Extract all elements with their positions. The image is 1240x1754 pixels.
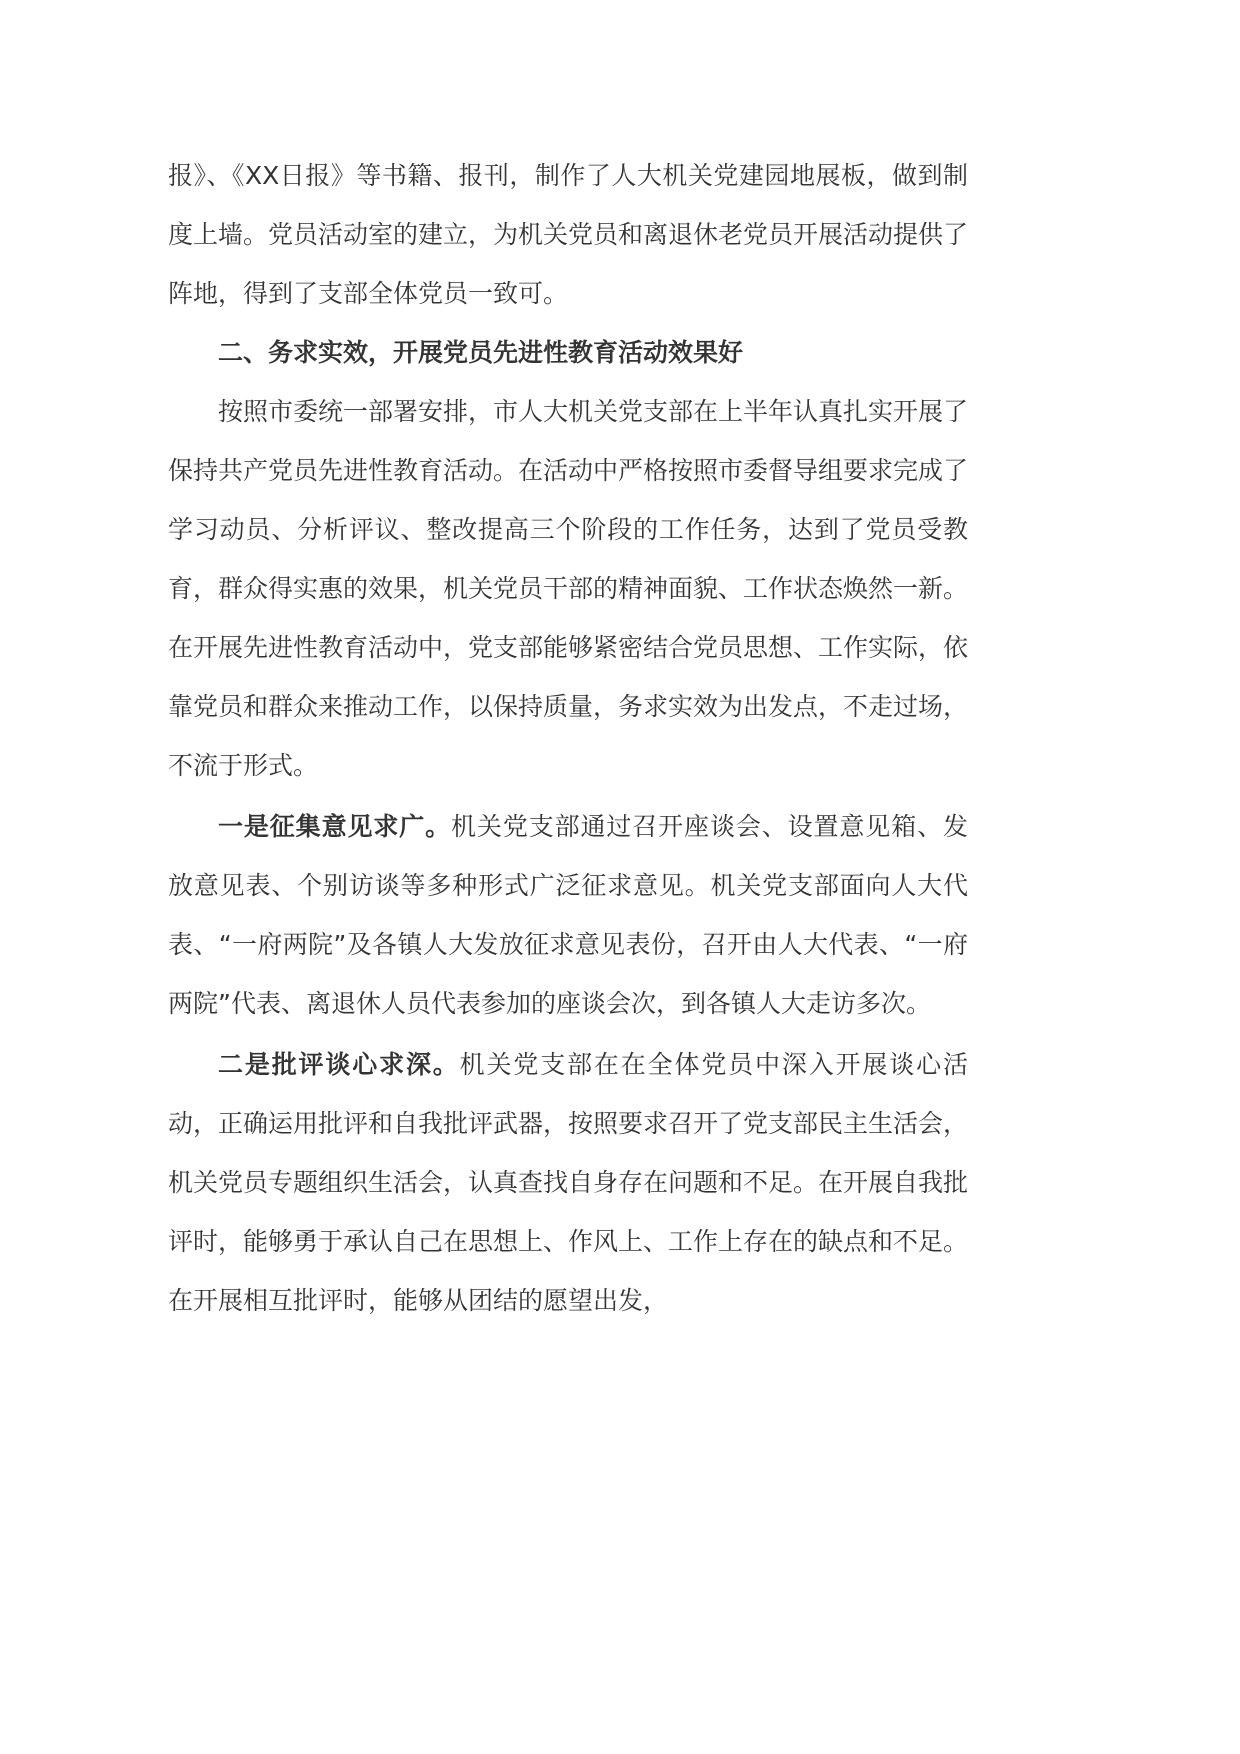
- paragraph-point-two: [168, 1035, 968, 1330]
- paragraph: [168, 382, 968, 795]
- paragraph-point-one: [168, 797, 968, 1033]
- paragraph-continued: [168, 146, 968, 323]
- section-heading: [168, 323, 968, 382]
- section-heading-text: 二、务求实效，开展党员先进性教育活动效果好: [218, 338, 744, 367]
- paragraph-text: 按照市委统一部署安排，市人大机关党支部在上半年认真扎实开展了保持共产党员先进性教育活动。在活动中严格按照市委督导组要求完成了学习动员、分析评议、整改提高三个阶段的工作任务，达到了党员受教育，群众得实惠的效果，机关党员干部的精神面貌、工作状态焕然一新。在开展先进性教育活动中，党支部能够紧密结合党员思想、工作实际，依靠党员和群众来推动工作，以保持质量，务求实效为出发点，不走过场，不流于形式。: [168, 397, 969, 780]
- paragraph-text: 机关党支部通过召开座谈会、设置意见箱、发放意见表、个别访谈等多种形式广泛征求意见。机关党支部面向人大代表、“一府两院”及各镇人大发放征求意见表份，召开由人大代表、“一府两院”代表、离退休人员代表参加的座谈会次，到各镇人大走访多次。: [168, 812, 968, 1018]
- paragraph-text: 机关党支部在在全体党员中深入开展谈心活动，正确运用批评和自我批评武器，按照要求召开了党支部民主生活会，机关党员专题组织生活会，认真查找自身存在问题和不足。在开展自我批评时，能够勇于承认自己在思想上、作风上、工作上存在的缺点和不足。在开展相互批评时，能够从团结的愿望出发，: [168, 1050, 969, 1315]
- paragraph-lead: 二是批评谈心求深。: [218, 1050, 460, 1079]
- paragraph-lead: 一是征集意见求广。: [218, 812, 452, 841]
- document-body: [168, 146, 968, 1330]
- paragraph-text: 报》、《XX日报》等书籍、报刊，制作了人大机关党建园地展板，做到制度上墙。党员活动室的建立，为机关党员和离退休老党员开展活动提供了阵地，得到了支部全体党员一致可。: [168, 161, 969, 308]
